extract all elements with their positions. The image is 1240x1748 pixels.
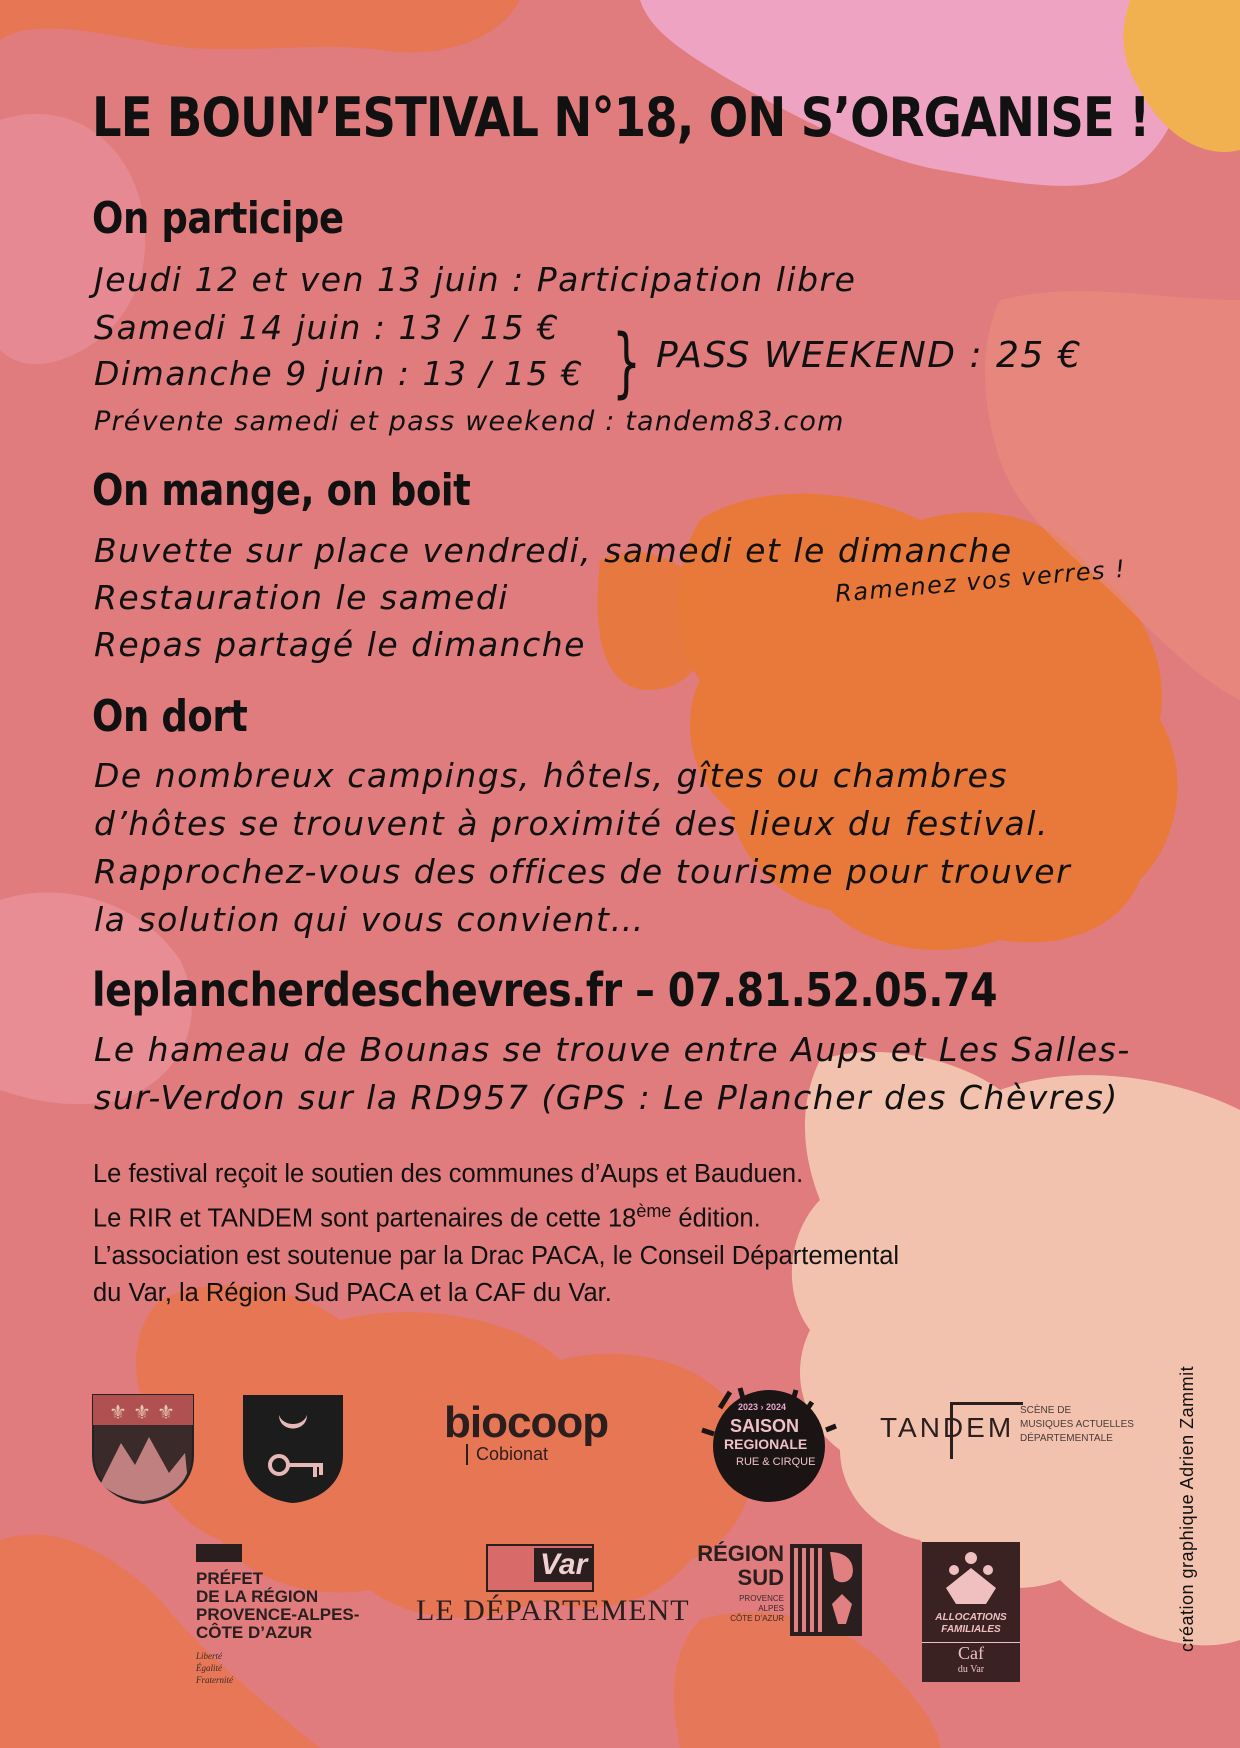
location-line-1: Le hameau de Bounas se trouve entre Aups et Les Salles- <box>94 1030 1131 1069</box>
prefet-title <box>196 1570 359 1642</box>
dort-line-2: d’hôtes se trouvent à proximité des lieux du festival. <box>94 804 1049 843</box>
prefet-line-2: DE LA RÉGION <box>196 1587 319 1606</box>
region-subtitle <box>684 1594 784 1624</box>
prefet-paca-logo <box>196 1544 386 1694</box>
svg-text:⚜: ⚜ <box>157 1400 175 1424</box>
caf-line-2: FAMILIALES <box>941 1624 1001 1635</box>
dort-line-1: De nombreux campings, hôtels, gîtes ou chambres <box>94 756 1009 795</box>
aups-coat-of-arms-logo <box>91 1393 195 1505</box>
region-line-1: RÉGION <box>697 1541 784 1566</box>
mange-line-2: Restauration le samedi <box>94 578 509 617</box>
support-line-2 <box>93 1193 1173 1238</box>
tandem-sub-3: DÉPARTEMENTALE <box>1020 1433 1113 1444</box>
participe-line-3: Dimanche 9 juin : 13 / 15 € <box>94 354 584 393</box>
prefet-motto <box>196 1650 233 1686</box>
marianne-icon <box>196 1544 242 1562</box>
caf-subtitle <box>922 1612 1020 1636</box>
caf-family-icon <box>936 1548 1006 1608</box>
region-sub-2: ALPES <box>758 1604 784 1613</box>
prefet-motto-3: Fraternité <box>196 1675 233 1685</box>
region-sub-3: CÔTE D’AZUR <box>730 1614 784 1623</box>
tandem-sub-1: SCÈNE DE <box>1020 1405 1072 1416</box>
ordinal-suffix: ème <box>636 1201 672 1221</box>
prefet-motto-2: Égalité <box>196 1663 222 1673</box>
tandem-sub-2: MUSIQUES ACTUELLES <box>1020 1419 1134 1430</box>
mange-line-3: Repas partagé le dimanche <box>94 625 586 664</box>
prefet-line-1: PRÉFET <box>196 1569 264 1588</box>
region-sud-logo <box>684 1542 864 1638</box>
participe-line-1: Jeudi 12 et ven 13 juin : Participation libre <box>94 260 857 299</box>
section-heading-participe: On participe <box>92 193 344 244</box>
region-sub-1: PROVENCE <box>739 1594 784 1603</box>
mange-line-1: Buvette sur place vendredi, samedi et le dimanche <box>94 531 1013 570</box>
var-name: Var <box>534 1548 593 1582</box>
var-departement-logo <box>416 1544 690 1630</box>
biocoop-sub: Cobionat <box>466 1444 608 1465</box>
caf-line-1: ALLOCATIONS <box>935 1612 1007 1623</box>
departement-label: LE DÉPARTEMENT <box>416 1594 690 1627</box>
price-brace: } <box>612 317 642 406</box>
saison-years: 2023 › 2024 <box>738 1402 787 1412</box>
tandem-subtitle <box>1020 1404 1134 1446</box>
region-title <box>684 1542 784 1590</box>
prefet-line-3: PROVENCE-ALPES- <box>196 1605 360 1624</box>
caf-du-var: du Var <box>957 1664 985 1675</box>
saison-line-1: SAISON <box>730 1416 800 1436</box>
region-line-2: SUD <box>737 1565 784 1590</box>
support-line-2-text: Le RIR et TANDEM sont partenaires de cette 18 <box>93 1204 637 1233</box>
prevente-line: Prévente samedi et pass weekend : tandem83.com <box>94 406 845 437</box>
participe-line-2: Samedi 14 juin : 13 / 15 € <box>94 308 560 347</box>
contact-heading: leplancherdeschevres.fr – 07.81.52.05.74 <box>92 963 998 1017</box>
prefet-line-4: CÔTE D’AZUR <box>196 1623 313 1642</box>
design-credit: création graphique Adrien Zammit <box>1177 1365 1197 1652</box>
tandem-frame <box>950 1402 1023 1459</box>
support-text <box>93 1156 1173 1312</box>
bauduen-coat-of-arms-logo <box>241 1393 345 1505</box>
biocoop-name: biocoop <box>444 1398 609 1447</box>
dort-line-3: Rapprochez-vous des offices de tourisme pour trouver <box>94 852 1072 891</box>
section-heading-mange: On mange, on boit <box>92 465 471 516</box>
pass-weekend-price: PASS WEEKEND : 25 € <box>656 335 1083 376</box>
svg-text:⚜: ⚜ <box>133 1400 151 1424</box>
support-line-4: du Var, la Région Sud PACA et la CAF du Var. <box>93 1278 612 1307</box>
page-title: LE BOUN’ESTIVAL N°18, ON S’ORGANISE ! <box>92 86 1150 149</box>
tandem-name: TANDEM <box>880 1412 1015 1443</box>
section-heading-dort: On dort <box>92 691 248 742</box>
support-line-1: Le festival reçoit le soutien des communes d’Aups et Bauduen. <box>93 1160 804 1188</box>
biocoop-logo <box>444 1398 608 1465</box>
saison-regionale-logo <box>700 1378 838 1506</box>
ramenez-verres-note: Ramenez vos verres ! <box>834 554 1128 608</box>
region-flag-icon <box>790 1544 862 1636</box>
support-line-3: L’association est soutenue par la Drac PACA, le Conseil Départemental <box>93 1241 900 1270</box>
svg-text:⚜: ⚜ <box>109 1400 127 1424</box>
tandem-logo <box>880 1400 1134 1460</box>
dort-line-4: la solution qui vous convient… <box>94 900 645 939</box>
caf-du-var-logo <box>922 1542 1020 1682</box>
saison-line-3: RUE & CIRQUE <box>736 1456 816 1468</box>
prefet-motto-1: Liberté <box>196 1651 222 1661</box>
location-line-2: sur-Verdon sur la RD957 (GPS : Le Plancher des Chèvres) <box>94 1078 1119 1117</box>
caf-name: Caf <box>922 1642 1020 1664</box>
support-line-2-end: édition. <box>671 1204 761 1233</box>
saison-line-2: REGIONALE <box>724 1436 808 1452</box>
